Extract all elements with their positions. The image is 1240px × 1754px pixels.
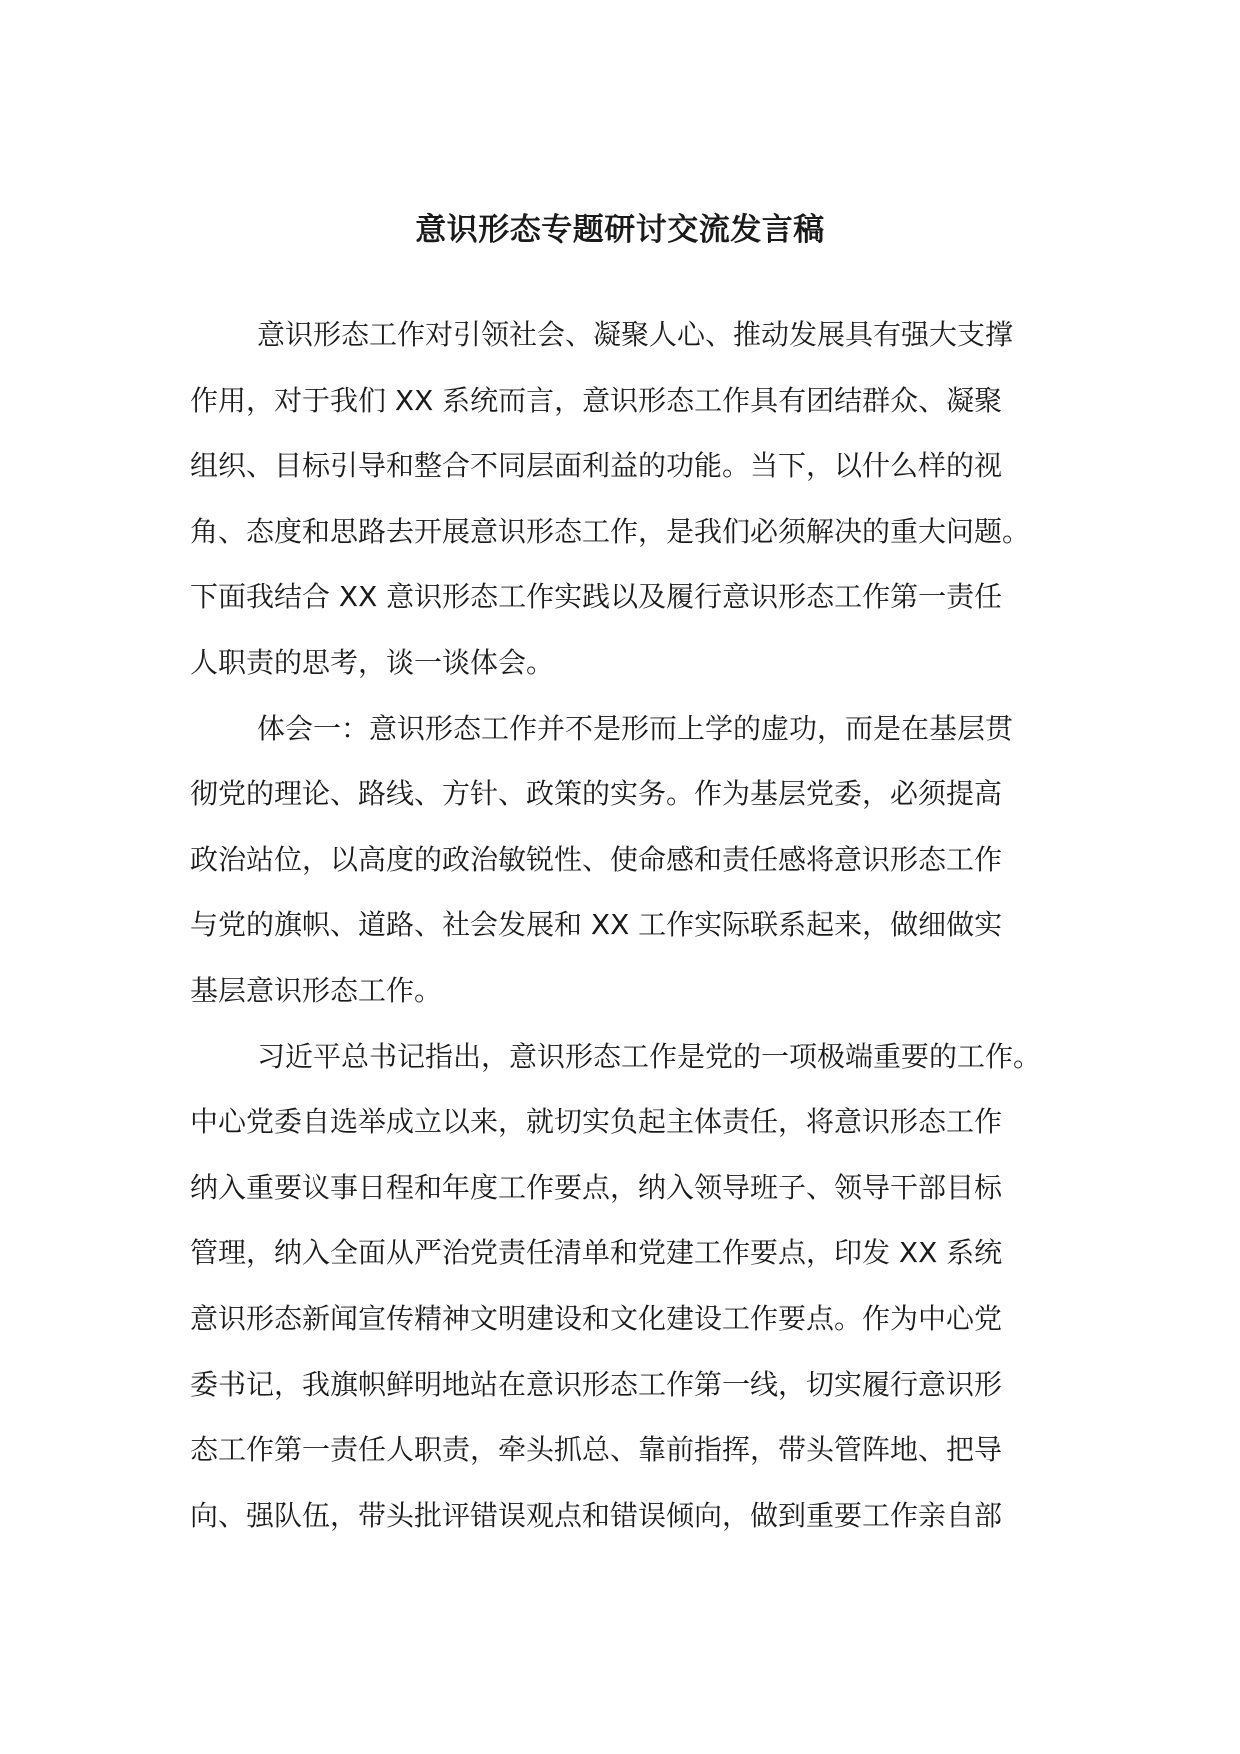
text-line: 作用，对于我们 XX 系统而言，意识形态工作具有团结群众、凝聚	[190, 383, 1003, 417]
text-line: 基层意识形态工作。	[190, 973, 443, 1007]
text-line: 向、强队伍，带头批评错误观点和错误倾向，做到重要工作亲自部	[190, 1498, 1003, 1532]
document-title: 意识形态专题研讨交流发言稿	[415, 212, 825, 248]
text-line: 组织、目标引导和整合不同层面利益的功能。当下，以什么样的视	[190, 449, 1003, 483]
document-body	[190, 302, 1070, 1548]
text-line: 下面我结合 XX 意识形态工作实践以及履行意识形态工作第一责任	[190, 580, 1003, 614]
text-line: 政治站位，以高度的政治敏锐性、使命感和责任感将意识形态工作	[190, 842, 1003, 876]
text-line: 体会一：意识形态工作并不是形而上学的虚功，而是在基层贯	[257, 711, 1014, 745]
text-line: 委书记，我旗帜鲜明地站在意识形态工作第一线，切实履行意识形	[190, 1367, 1003, 1401]
text-line: 纳入重要议事日程和年度工作要点，纳入领导班子、领导干部目标	[190, 1170, 1003, 1204]
text-line: 意识形态新闻宣传精神文明建设和文化建设工作要点。作为中心党	[190, 1301, 1003, 1335]
text-line: 彻党的理论、路线、方针、政策的实务。作为基层党委，必须提高	[190, 777, 1003, 811]
text-line: 态工作第一责任人职责，牵头抓总、靠前指挥，带头管阵地、把导	[190, 1433, 1003, 1467]
text-line: 与党的旗帜、道路、社会发展和 XX 工作实际联系起来，做细做实	[190, 908, 1003, 942]
text-line: 中心党委自选举成立以来，就切实负起主体责任，将意识形态工作	[190, 1105, 1003, 1139]
text-line: 管理，纳入全面从严治党责任清单和党建工作要点，印发 XX 系统	[190, 1236, 1003, 1270]
text-line: 习近平总书记指出，意识形态工作是党的一项极端重要的工作。	[257, 1039, 1042, 1073]
text-line: 人职责的思考，谈一谈体会。	[190, 645, 555, 679]
text-line: 角、态度和思路去开展意识形态工作，是我们必须解决的重大问题。	[190, 514, 1031, 548]
text-line: 意识形态工作对引领社会、凝聚人心、推动发展具有强大支撑	[257, 318, 1014, 351]
